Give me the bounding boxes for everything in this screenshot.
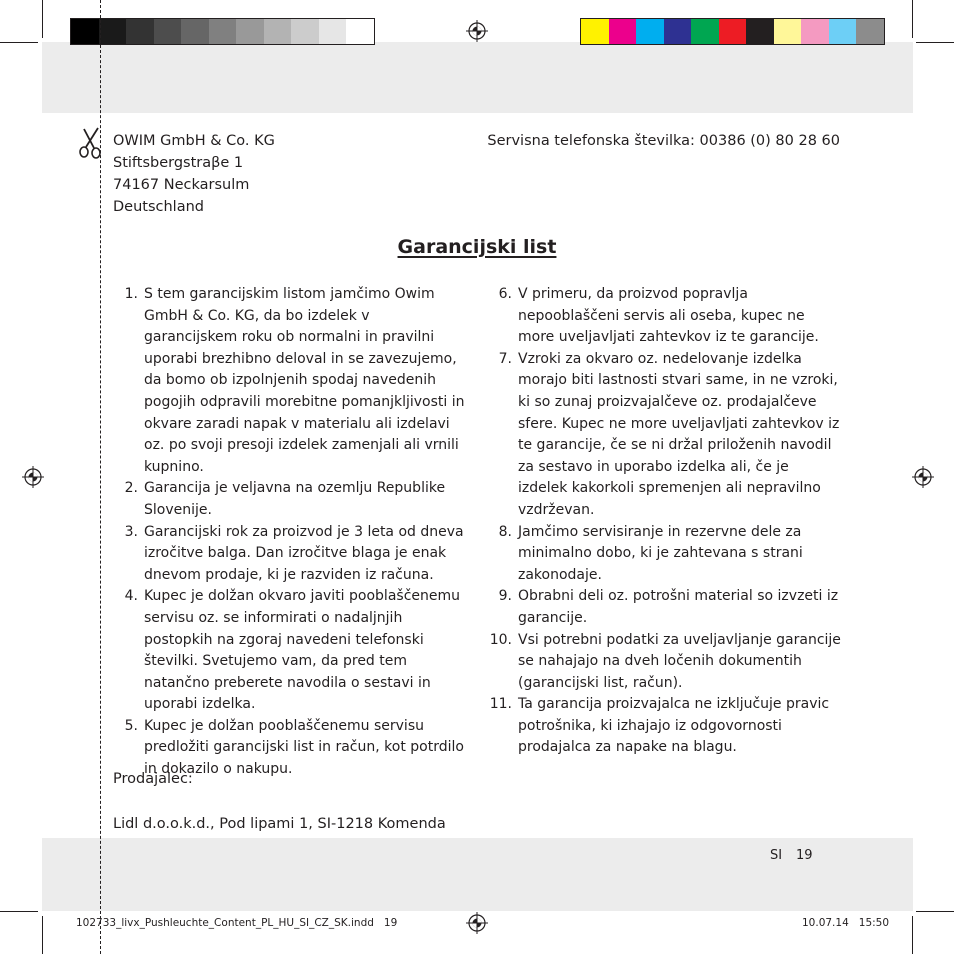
color-swatch	[746, 19, 774, 44]
term-text: Ta garancija proizvajalca ne izključuje pravic potrošnika, ki izhajajo iz odgovornosti prodajalca za napake na blagu.	[518, 696, 830, 756]
warranty-terms-left	[110, 284, 466, 781]
color-swatch	[71, 19, 99, 44]
color-swatch	[154, 19, 182, 44]
term-number: 11.	[489, 696, 512, 713]
term-number: 4.	[124, 588, 138, 605]
grayscale-calibration-bar	[70, 18, 375, 45]
crop-mark	[916, 911, 954, 912]
color-swatch	[181, 19, 209, 44]
warranty-terms-right	[484, 284, 842, 759]
warranty-term	[110, 522, 466, 587]
warranty-term	[484, 630, 842, 695]
service-phone: Servisna telefonska številka: 00386 (0) 80 28 60	[487, 133, 840, 149]
warranty-term	[110, 284, 466, 478]
color-swatch	[664, 19, 692, 44]
color-swatch	[774, 19, 802, 44]
seller-address: Lidl d.o.o.k.d., Pod lipami 1, SI-1218 Komenda	[113, 816, 446, 832]
registration-mark-icon	[466, 912, 488, 934]
warranty-term	[484, 586, 842, 629]
color-swatch	[719, 19, 747, 44]
color-swatch	[856, 19, 884, 44]
term-text: Jamčimo servisiranje in rezervne dele za minimalno dobo, ki je zahtevana s strani zakonodaje.	[518, 523, 803, 583]
color-swatch	[609, 19, 637, 44]
warranty-term	[484, 694, 842, 759]
bottom-band	[42, 838, 913, 911]
company-address	[113, 130, 275, 218]
color-swatch	[636, 19, 664, 44]
term-number: 8.	[498, 523, 512, 540]
crop-mark	[912, 916, 913, 954]
term-text: Vsi potrebni podatki za uveljavljanje garancije se nahajajo na dveh ločenih dokumentih (garancijski list, račun).	[518, 631, 841, 691]
color-swatch	[99, 19, 127, 44]
term-text: Garancija je veljavna na ozemlju Republike Slovenije.	[144, 480, 446, 518]
color-swatch	[691, 19, 719, 44]
company-street: Stiftsbergstraβe 1	[113, 155, 244, 171]
color-swatch	[801, 19, 829, 44]
color-swatch	[346, 19, 374, 44]
term-text: Obrabni deli oz. potrošni material so izvzeti iz garancije.	[518, 588, 839, 626]
term-number: 7.	[498, 350, 512, 367]
warranty-term	[110, 586, 466, 716]
crop-mark	[42, 916, 43, 954]
crop-mark	[912, 0, 913, 38]
term-number: 9.	[498, 588, 512, 605]
term-number: 2.	[124, 480, 138, 497]
color-swatch	[829, 19, 857, 44]
color-swatch	[236, 19, 264, 44]
warranty-term	[484, 522, 842, 587]
company-country: Deutschland	[113, 199, 204, 215]
company-name: OWIM GmbH & Co. KG	[113, 133, 275, 149]
term-text: Kupec je dolžan okvaro javiti pooblaščenemu servisu oz. se informirati o nadaljnjih postopkih na zgoraj navedeni telefonski številki. Svetujemo vam, da pred tem natančno preberete navodila o sestavi in uporabi izdelka.	[144, 588, 460, 713]
process-color-calibration-bar	[580, 18, 885, 45]
company-city: 74167 Neckarsulm	[113, 177, 250, 193]
color-swatch	[581, 19, 609, 44]
term-number: 6.	[498, 286, 512, 302]
term-number: 1.	[124, 286, 138, 302]
top-band	[42, 42, 913, 113]
term-text: Kupec je dolžan pooblaščenemu servisu predložiti garancijski list in račun, kot potrdilo in dokazilo o nakupu.	[144, 717, 464, 778]
crop-mark	[42, 0, 43, 38]
warranty-term	[110, 478, 466, 521]
term-number: 10.	[489, 631, 512, 648]
registration-mark-icon	[466, 20, 488, 42]
term-number: 3.	[124, 523, 138, 540]
color-swatch	[291, 19, 319, 44]
color-swatch	[264, 19, 292, 44]
term-text: V primeru, da proizvod popravlja nepooblaščeni servis ali oseba, kupec ne more uveljavljati zahtevkov iz te garancije.	[518, 286, 819, 346]
term-text: Vzroki za okvaro oz. nedelovanje izdelka morajo biti lastnosti stvari same, in ne vzroki, ki so zunaj proizvajalčeve oz. prodajalčeve sfere. Kupec ne more uveljavljati zahtevkov iz te garancije, če se ni držal priloženih navodil za sestavo in uporabo izdelka ali, če je izdelek kakorkoli spremenjen ali nepravilno vzdrževan.	[518, 350, 840, 518]
color-swatch	[209, 19, 237, 44]
crop-mark	[0, 911, 38, 912]
registration-mark-icon	[22, 466, 44, 488]
crop-mark	[0, 42, 38, 43]
crop-mark	[916, 42, 954, 43]
scissors-icon	[78, 126, 104, 160]
seller-label: Prodajalec:	[113, 771, 193, 787]
page-number: 19	[796, 848, 813, 863]
slug-filename: 102733_livx_Pushleuchte_Content_PL_HU_SI_CZ_SK.indd 19	[76, 917, 398, 929]
term-number: 5.	[124, 717, 138, 734]
color-swatch	[126, 19, 154, 44]
page-title: Garancijski list	[397, 236, 557, 258]
warranty-term	[484, 284, 842, 349]
page-language: SI	[770, 848, 783, 863]
warranty-term	[484, 349, 842, 522]
color-swatch	[319, 19, 347, 44]
registration-mark-icon	[912, 466, 934, 488]
term-text: S tem garancijskim listom jamčimo Owim GmbH & Co. KG, da bo izdelek v garancijskem roku ob normalni in pravilni uporabi brezhibno deloval in se zavezujemo, da bomo ob izpolnjenih spodaj navedenih pogojih odpravili morebitne pomanjkljivosti in okvare zaradi napak v materialu ali izdelavi oz. po svoji presoji izdelek zamenjali ali vrnili kupnino.	[144, 286, 465, 475]
slug-timestamp: 10.07.14 15:50	[802, 917, 890, 929]
term-text: Garancijski rok za proizvod je 3 leta od dneva izročitve balga. Dan izročitve blaga je enak dnevom prodaje, ki je razviden iz računa.	[144, 523, 464, 583]
